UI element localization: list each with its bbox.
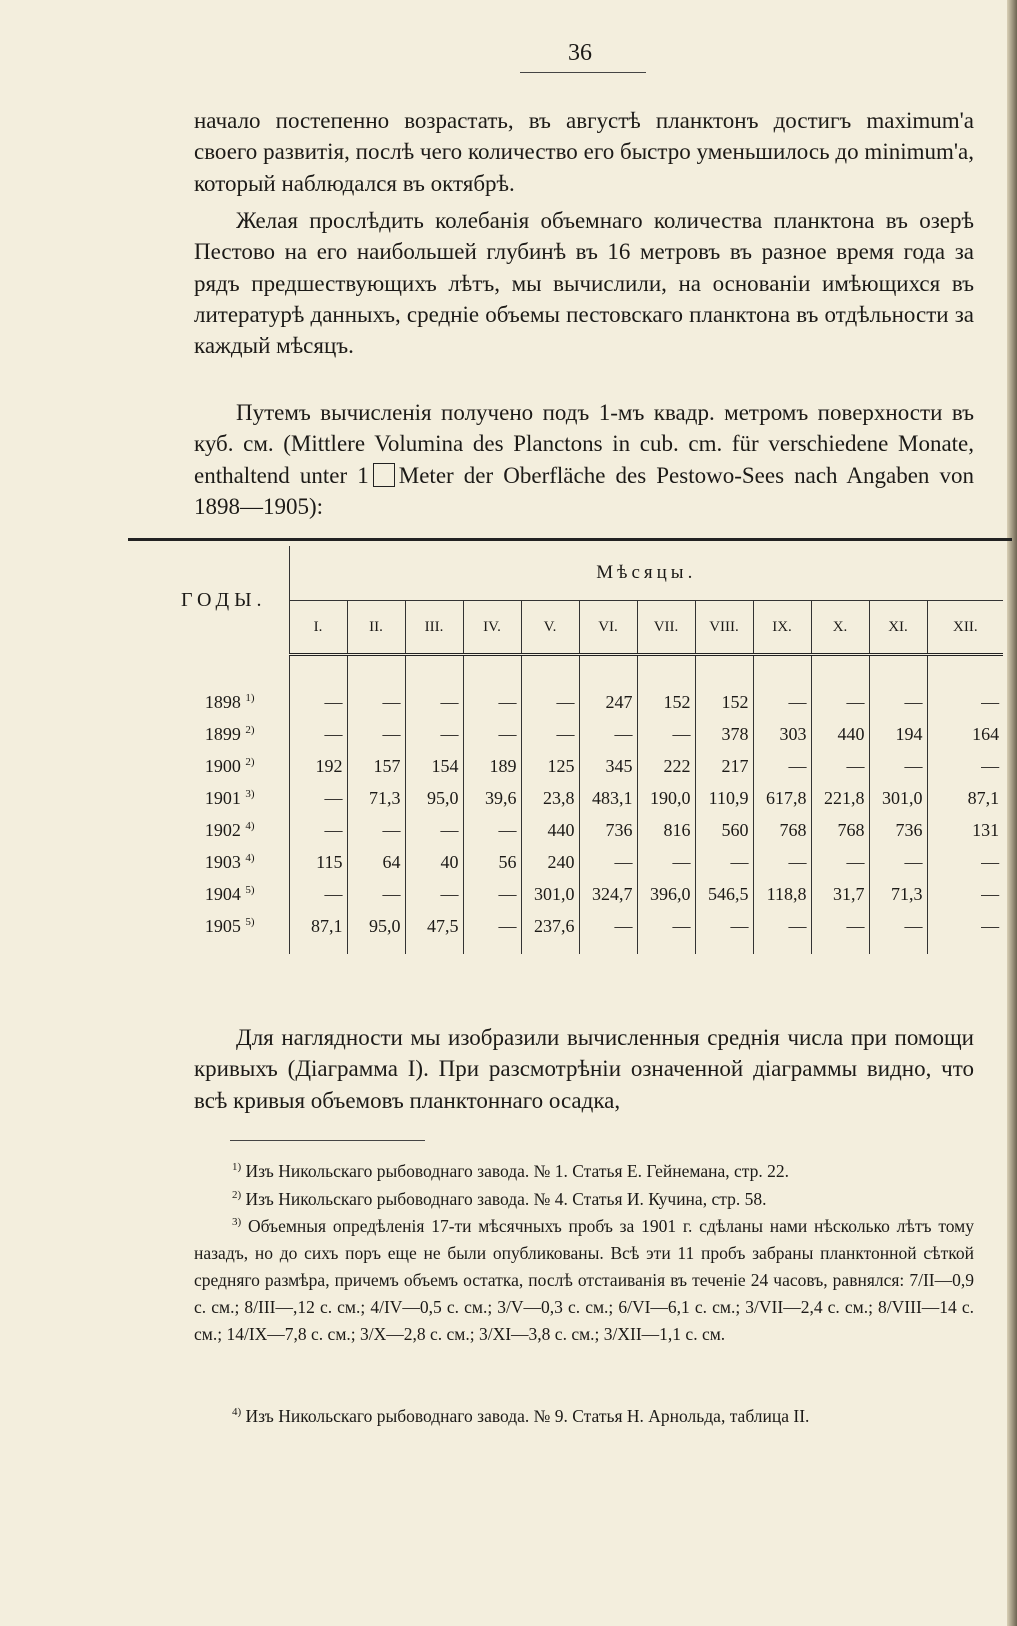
value-cell: 736 [869, 814, 927, 846]
value-cell: 154 [405, 750, 463, 782]
caption-part-b: Meter der Oberfläche des Pestowo-Sees nach Angaben von 1898—1905): [194, 462, 974, 519]
value-cell: 440 [811, 718, 869, 750]
value-cell: 157 [347, 750, 405, 782]
footnote-mark: 3) [232, 1216, 242, 1228]
value-cell: 189 [463, 750, 521, 782]
spacer-cell [811, 655, 869, 687]
end-cell [869, 942, 927, 954]
value-cell: — [811, 910, 869, 942]
value-cell: — [463, 686, 521, 718]
value-cell: 39,6 [463, 782, 521, 814]
value-cell: 87,1 [927, 782, 1003, 814]
value-cell: 378 [695, 718, 753, 750]
value-cell: — [579, 718, 637, 750]
value-cell: — [869, 910, 927, 942]
value-cell: — [405, 686, 463, 718]
value-cell: — [695, 846, 753, 878]
value-cell: 131 [927, 814, 1003, 846]
year-footnote-ref: 3) [245, 787, 255, 800]
value-cell: — [521, 718, 579, 750]
end-cell [289, 942, 347, 954]
year-footnote-ref: 4) [245, 851, 255, 864]
value-cell: — [927, 846, 1003, 878]
year-footnote-ref: 2) [245, 755, 255, 768]
month-header-cell: VI. [579, 601, 637, 655]
year-footnote-ref: 5) [245, 883, 255, 896]
value-cell: 345 [579, 750, 637, 782]
value-cell: — [927, 750, 1003, 782]
value-cell: 301,0 [869, 782, 927, 814]
spacer-cell [159, 655, 289, 687]
spacer-cell [869, 655, 927, 687]
year-label: 1898 [204, 691, 241, 712]
value-cell: 240 [521, 846, 579, 878]
table-row [159, 910, 1003, 942]
end-cell [637, 942, 695, 954]
value-cell: 303 [753, 718, 811, 750]
page-number-rule [520, 72, 646, 73]
value-cell: — [347, 878, 405, 910]
value-cell: 152 [695, 686, 753, 718]
value-cell: 560 [695, 814, 753, 846]
footnote-mark: 2) [232, 1189, 242, 1201]
value-cell: — [463, 814, 521, 846]
table-row [159, 846, 1003, 878]
year-label: 1899 [204, 723, 241, 744]
value-cell: — [753, 910, 811, 942]
value-cell: 56 [463, 846, 521, 878]
value-cell: — [753, 750, 811, 782]
value-cell: 221,8 [811, 782, 869, 814]
value-cell: 222 [637, 750, 695, 782]
month-header-cell: XI. [869, 601, 927, 655]
value-cell: — [289, 686, 347, 718]
footnote-4 [194, 1399, 974, 1430]
years-column-header: ГОДЫ. [159, 546, 289, 655]
table-row [159, 750, 1003, 782]
footnote-text: Изъ Никольскаго рыбоводнаго завода. № 1. Статья Е. Гейнемана, стр. 22. [245, 1160, 789, 1181]
value-cell: — [927, 878, 1003, 910]
end-cell [405, 942, 463, 954]
value-cell: — [579, 910, 637, 942]
end-cell [927, 942, 1003, 954]
value-cell: — [289, 878, 347, 910]
table-row [159, 878, 1003, 910]
footnote-1 [194, 1154, 974, 1185]
value-cell: — [869, 846, 927, 878]
spacer-cell [405, 655, 463, 687]
month-header-cell: VIII. [695, 601, 753, 655]
value-cell: 816 [637, 814, 695, 846]
spacer-cell [289, 655, 347, 687]
value-cell: — [289, 718, 347, 750]
value-cell: — [463, 910, 521, 942]
value-cell: — [347, 686, 405, 718]
value-cell: 768 [811, 814, 869, 846]
value-cell: 192 [289, 750, 347, 782]
value-cell: 324,7 [579, 878, 637, 910]
end-cell [521, 942, 579, 954]
value-cell: — [869, 686, 927, 718]
value-cell: — [579, 846, 637, 878]
value-cell: 617,8 [753, 782, 811, 814]
year-footnote-ref: 5) [245, 915, 255, 928]
paragraph-diagram-discussion: Для наглядности мы изобразили вычисленныя среднія числа при помощи кривыхъ (Діаграмма I). При разсмотрѣніи означенной діаграммы видно, что всѣ кривыя объемовъ планктоннаго осадка, [194, 1025, 974, 1113]
footnote-text: Изъ Никольскаго рыбоводнаго завода. № 4. Статья И. Кучина, стр. 58. [245, 1188, 767, 1209]
value-cell: — [927, 686, 1003, 718]
footnote-3 [194, 1209, 974, 1348]
value-cell: — [463, 878, 521, 910]
value-cell: 23,8 [521, 782, 579, 814]
value-cell: 396,0 [637, 878, 695, 910]
year-label: 1905 [204, 915, 241, 936]
value-cell: 40 [405, 846, 463, 878]
value-cell: — [753, 846, 811, 878]
value-cell: 125 [521, 750, 579, 782]
value-cell: — [811, 750, 869, 782]
value-cell: — [869, 750, 927, 782]
value-cell: 118,8 [753, 878, 811, 910]
value-cell: 237,6 [521, 910, 579, 942]
value-cell: 483,1 [579, 782, 637, 814]
end-cell [159, 942, 289, 954]
footnote-rule [230, 1140, 425, 1141]
year-cell [159, 718, 289, 750]
year-cell [159, 814, 289, 846]
value-cell: 71,3 [869, 878, 927, 910]
value-cell: — [347, 718, 405, 750]
spacer-cell [347, 655, 405, 687]
spacer-cell [579, 655, 637, 687]
year-cell [159, 782, 289, 814]
table-row [159, 782, 1003, 814]
square-symbol-icon [373, 463, 395, 487]
value-cell: 87,1 [289, 910, 347, 942]
end-cell [347, 942, 405, 954]
year-label: 1902 [204, 819, 241, 840]
month-header-cell: III. [405, 601, 463, 655]
footnote-mark: 1) [232, 1161, 242, 1173]
month-header-cell: IX. [753, 601, 811, 655]
value-cell: — [637, 846, 695, 878]
year-footnote-ref: 1) [245, 691, 255, 704]
month-header-cell: X. [811, 601, 869, 655]
month-header-cell: II. [347, 601, 405, 655]
month-header-cell: XII. [927, 601, 1003, 655]
year-cell [159, 750, 289, 782]
table-body [159, 655, 1003, 955]
paragraph-table-caption [194, 397, 974, 522]
paragraph-continuation: начало постепенно возрастать, въ августѣ планктонъ достигъ maximum'а своего развитія, послѣ чего количество его быстро уменьшилось до minimum'а, который наблюдался въ октябрѣ. [194, 108, 974, 196]
value-cell: — [811, 686, 869, 718]
year-cell [159, 878, 289, 910]
value-cell: — [289, 782, 347, 814]
month-header-cell: IV. [463, 601, 521, 655]
end-cell [695, 942, 753, 954]
value-cell: — [637, 718, 695, 750]
table-row [159, 718, 1003, 750]
value-cell: — [811, 846, 869, 878]
value-cell: — [405, 878, 463, 910]
year-label: 1900 [204, 755, 241, 776]
value-cell: 31,7 [811, 878, 869, 910]
value-cell: 768 [753, 814, 811, 846]
footnote-text: Объемныя опредѣленія 17-ти мѣсячныхъ пробъ за 1901 г. сдѣланы нами нѣсколько лѣтъ тому назадъ, но до сихъ поръ еще не были опубликованы. Всѣ эти 11 пробъ забраны планктонной сѣткой средняго размѣра, причемъ объемъ остатка, послѣ отстаиванія въ теченіе 24 часовъ, равнялся: 7/II—0,9 с. см.; 8/III—,12 с. см.; 4/IV—0,5 с. см.; 3/V—0,3 с. см.; 6/VI—6,1 с. см.; 3/VII—2,4 с. см.; 8/VIII—14 с. см.; 14/IX—7,8 с. см.; 3/X—2,8 с. см.; 3/XI—3,8 с. см.; 3/XII—1,1 с. см. [194, 1215, 974, 1344]
month-header-cell: VII. [637, 601, 695, 655]
value-cell: 110,9 [695, 782, 753, 814]
page-number: 36 [568, 40, 592, 66]
month-header-cell: V. [521, 601, 579, 655]
value-cell: 194 [869, 718, 927, 750]
value-cell: — [347, 814, 405, 846]
spacer-cell [695, 655, 753, 687]
value-cell: — [463, 718, 521, 750]
plankton-volume-table [159, 546, 1003, 954]
value-cell: 247 [579, 686, 637, 718]
value-cell: — [521, 686, 579, 718]
spacer-cell [521, 655, 579, 687]
value-cell: 95,0 [405, 782, 463, 814]
value-cell: — [405, 814, 463, 846]
value-cell: 152 [637, 686, 695, 718]
spacer-cell [927, 655, 1003, 687]
footnote-mark: 4) [232, 1406, 242, 1418]
end-cell [753, 942, 811, 954]
months-group-header: Мѣсяцы. [289, 546, 1003, 601]
value-cell: — [637, 910, 695, 942]
year-footnote-ref: 4) [245, 819, 255, 832]
value-cell: — [753, 686, 811, 718]
value-cell: 164 [927, 718, 1003, 750]
caption-part-a: Путемъ вычисленія получено подъ 1-мъ квадр. метромъ поверхности въ куб. см. (Mittlere Voluminа des Planctons in cub. cm. für verschiedene Monate, enthaltend unter 1 [194, 400, 974, 488]
end-cell [579, 942, 637, 954]
end-cell [811, 942, 869, 954]
value-cell: 546,5 [695, 878, 753, 910]
year-footnote-ref: 2) [245, 723, 255, 736]
page-edge-shadow [1007, 0, 1017, 1626]
footnote-text: Изъ Никольскаго рыбоводнаго завода. № 9. Статья Н. Арнольда, таблица II. [245, 1405, 810, 1426]
value-cell: 440 [521, 814, 579, 846]
value-cell: 64 [347, 846, 405, 878]
table-row [159, 814, 1003, 846]
value-cell: — [927, 910, 1003, 942]
value-cell: — [405, 718, 463, 750]
year-label: 1903 [204, 851, 241, 872]
value-cell: 95,0 [347, 910, 405, 942]
year-cell [159, 846, 289, 878]
value-cell: 301,0 [521, 878, 579, 910]
paragraph-intro: Желая прослѣдить колебанія объемнаго количества планктона въ озерѣ Пестово на его наибольшей глубинѣ въ 16 метровъ въ разное время года за рядъ предшествующихъ лѣтъ, мы вычислили, на основаніи имѣющихся въ литературѣ данныхъ, средніе объемы пестовскаго планктона въ отдѣльности за каждый мѣсяцъ. [194, 208, 974, 359]
value-cell: 736 [579, 814, 637, 846]
value-cell: 115 [289, 846, 347, 878]
month-header-cell: I. [289, 601, 347, 655]
value-cell: 47,5 [405, 910, 463, 942]
spacer-cell [463, 655, 521, 687]
value-cell: 190,0 [637, 782, 695, 814]
year-cell [159, 686, 289, 718]
spacer-cell [637, 655, 695, 687]
value-cell: — [695, 910, 753, 942]
year-label: 1904 [204, 883, 241, 904]
year-cell [159, 910, 289, 942]
end-cell [463, 942, 521, 954]
value-cell: — [289, 814, 347, 846]
table-row [159, 686, 1003, 718]
table-top-rule [128, 538, 1012, 541]
value-cell: 71,3 [347, 782, 405, 814]
value-cell: 217 [695, 750, 753, 782]
year-label: 1901 [204, 787, 241, 808]
spacer-cell [753, 655, 811, 687]
